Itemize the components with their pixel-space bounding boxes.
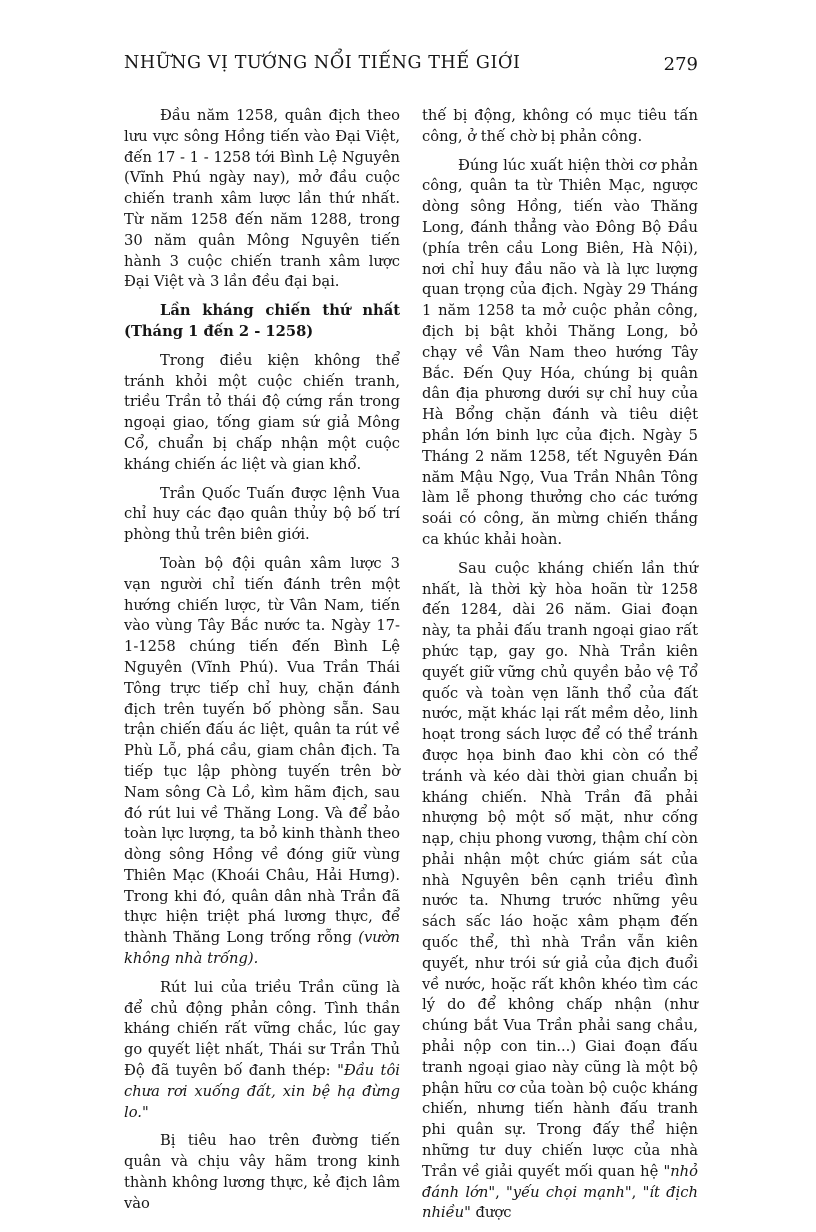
italic-phrase: (vườn không nhà trống). (124, 929, 401, 968)
paragraph: Trong điều kiện không thể tránh khỏi một cuộc chiến tranh, triều Trần tỏ thái độ cứng rắn trong ngoại giao, tống giam sứ giả Mông Cổ, chuẩn bị chấp nhận một cuộc kháng chiến ác liệt và gian khổ. (124, 351, 400, 473)
page-number: 279 (663, 54, 698, 75)
quoted-phrase: "nhỏ đánh lớn" (422, 1162, 698, 1201)
paragraph: Bị tiêu hao trên đường tiến quân và chịu vây hãm trong kinh thành không lương thực, kẻ địch lâm vào (124, 1132, 400, 1212)
paragraph: Đầu năm 1258, quân địch theo lưu vực sông Hồng tiến vào Đại Việt, đến 17 - 1 - 1258 tới Bình Lệ Nguyên (Vĩnh Phú ngày nay), mở đầu cuộc chiến tranh xâm lược lần thứ nhất. Từ năm 1258 đến năm 1288, trong 30 năm quân Mông Nguyên tiến hành 3 cuộc chiến tranh xâm lược Đại Việt và 3 lần đều đại bại. (124, 107, 400, 291)
quoted-phrase: "yếu chọi mạnh" (506, 1183, 632, 1201)
paragraph: Trần Quốc Tuấn được lệnh Vua chỉ huy các đạo quân thủy bộ bố trí phòng thủ trên biên giới. (124, 484, 400, 544)
paragraph-text: Rút lui của triều Trần cũng là để chủ động phản công. Tình thần kháng chiến rất vững chắc, lúc gay go quyết liệt nhất, Thái sư Trần Thủ Độ đã tuyên bố đanh thép: (124, 978, 400, 1080)
paragraph-text: Sau cuộc kháng chiến lần thứ nhất, là thời kỳ hòa hoãn từ 1258 đến 1284, dài 26 năm. Giai đoạn này, ta phải đấu tranh ngoại giao rất phức tạp, gay go. Nhà Trần kiên quyết giữ vững chủ quyền bảo vệ Tổ quốc và toàn vẹn lãnh thổ của đất nước, mặt khác lại rất mềm dẻo, linh hoạt trong sách lược để có thể tránh được họa binh đao khi còn có thể tránh và kéo dài thời gian chuẩn bị kháng chiến. Nhà Trần đã phải nhượng bộ một số mặt, như cống nạp, chịu phong vương, thậm chí còn phải nhận một chức giám sát của nhà Nguyên bên cạnh triều đình nước ta. Nhưng trước những yêu sách sấc láo hoặc xâm phạm đến quốc thể, thì nhà Trần vẫn kiên quyết, như trói sứ giả của địch đuổi về nước, hoặc rất khôn khéo tìm các lý do để không chấp nhận (như chúng bắt Vua Trần phải sang chầu, phải nộp con tin...) Giai đoạn đấu tranh ngoại giao này cũng là một bộ phận hữu cơ của toàn bộ cuộc kháng chiến, nhưng tiến hành đấu tranh phi quân sự. Trong đấy thể hiện những tư duy chiến lược của nhà Trần về giải quyết mối quan hệ (422, 559, 698, 1180)
paragraph (124, 978, 400, 1124)
paragraph (422, 559, 698, 1225)
paragraph (124, 554, 400, 970)
page-header (124, 50, 698, 80)
left-column (124, 106, 400, 1223)
running-title: NHỮNG VỊ TƯỚNG NỔI TIẾNG THẾ GIỚI (124, 53, 521, 73)
right-column (422, 106, 698, 1232)
separator: , (631, 1183, 643, 1201)
paragraph: Đúng lúc xuất hiện thời cơ phản công, quân ta từ Thiên Mạc, ngược dòng sông Hồng, tiến vào Thăng Long, đánh thẳng vào Đông Bộ Đầu (phía trên cầu Long Biên, Hà Nội), nơi chỉ huy đầu não và là lực lượng quan trọng của địch. Ngày 29 Tháng 1 năm 1258 ta mở cuộc phản công, địch bị bật khỏi Thăng Long, bỏ chạy về Vân Nam theo hướng Tây Bắc. Đến Quy Hóa, chúng bị quân dân địa phương dưới sự chỉ huy của Hà Bổng chặn đánh và tiêu diệt phần lớn binh lực của địch. Ngày 5 Tháng 2 năm 1258, tết Nguyên Đán năm Mậu Ngọ, Vua Trần Nhân Tông làm lễ phong thưởng cho các tướng soái có công, ăn mừng chiến thắng ca khúc khải hoàn. (422, 156, 698, 548)
paragraph-text: Toàn bộ đội quân xâm lược 3 vạn người chỉ tiến đánh trên một hướng chiến lược, từ Vân Nam, tiến vào vùng Tây Bắc nước ta. Ngày 17-1-1258 chúng tiến đến Bình Lệ Nguyên (Vĩnh Phú). Vua Trần Thái Tông trực tiếp chỉ huy, chặn đánh địch trên tuyến bố phòng sẵn. Sau trận chiến đấu ác liệt, quân ta rút về Phù Lỗ, phá cầu, giam chân địch. Ta tiếp tục lập phòng tuyến trên bờ Nam sông Cà Lồ, kìm hãm địch, sau đó rút lui về Thăng Long. Và để bảo toàn lực lượng, ta bỏ kinh thành theo dòng sông Hồng về đóng giữ vùng Thiên Mạc (Khoái Châu, Hải Hưng). Trong khi đó, quân dân nhà Trần đã thực hiện triệt phá lương thực, để thành Thăng Long trống rỗng (124, 554, 400, 947)
paragraph-text: được (470, 1204, 512, 1222)
quotation: "Đầu tôi chưa rơi xuống đất, xin bệ hạ đừng lo." (124, 1062, 400, 1121)
quoted-phrase: "ít địch nhiều" (422, 1183, 698, 1222)
section-heading: Lần kháng chiến thứ nhất (Tháng 1 đến 2 - 1258) (124, 302, 400, 340)
separator: , (495, 1183, 507, 1201)
paragraph-continued: thế bị động, không có mục tiêu tấn công, ở thế chờ bị phản công. (422, 107, 698, 145)
